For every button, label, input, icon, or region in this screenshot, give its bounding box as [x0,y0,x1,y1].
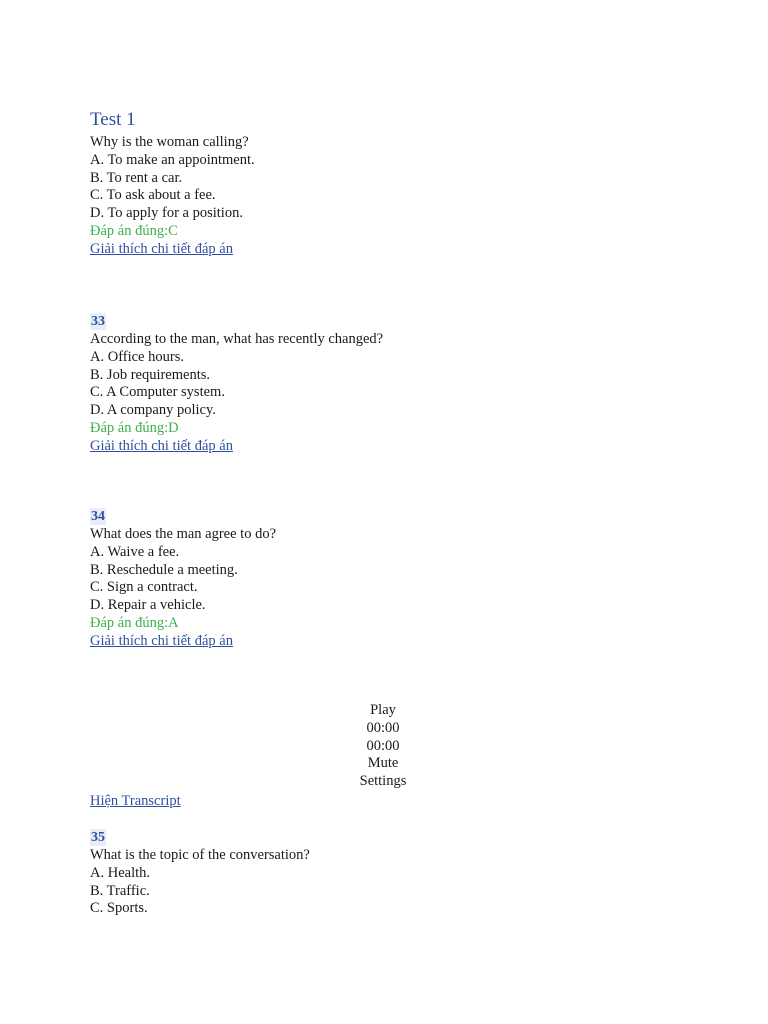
audio-player [268,702,498,791]
explanation-link[interactable]: Giải thích chi tiết đáp án [90,437,233,454]
mute-button[interactable]: Mute [367,755,399,772]
option-c: C. A Computer system. [90,384,225,401]
option-a: A. To make an appointment. [90,151,255,168]
transcript-link[interactable]: Hiện Transcript [90,793,181,809]
page-title: Test 1 [90,109,136,130]
question-number: 35 [91,830,105,845]
option-d: D. To apply for a position. [90,205,243,222]
question-text: Why is the woman calling? [90,134,249,150]
current-time: 00:00 [366,719,400,736]
correct-answer: Đáp án đúng:D [90,419,179,436]
option-b: B. Traffic. [90,882,150,899]
transcript-row [90,793,181,811]
option-b: B. To rent a car. [90,169,183,186]
option-a: A. Office hours. [90,348,184,365]
option-a: A. Health. [90,864,150,881]
question-text: What does the man agree to do? [90,526,277,542]
question-text: What is the topic of the conversation? [90,847,310,863]
question-number: 33 [91,314,105,329]
option-d: D. Repair a vehicle. [90,597,206,614]
explanation-link[interactable]: Giải thích chi tiết đáp án [90,632,233,649]
option-a: A. Waive a fee. [90,543,180,560]
duration: 00:00 [366,737,400,754]
correct-answer: Đáp án đúng:A [90,614,179,631]
explanation-link[interactable]: Giải thích chi tiết đáp án [90,240,233,257]
question-block [90,312,383,456]
settings-button[interactable]: Settings [359,773,407,790]
option-c: C. Sign a contract. [90,579,198,596]
question-block [90,134,255,259]
option-c: C. To ask about a fee. [90,187,216,204]
question-block [90,828,310,918]
question-block [90,507,276,651]
play-button[interactable]: Play [370,702,396,718]
question-number: 34 [91,509,105,524]
option-b: B. Job requirements. [90,366,211,383]
option-c: C. Sports. [90,900,148,917]
correct-answer: Đáp án đúng:C [90,222,178,239]
question-text: According to the man, what has recently changed? [90,331,384,347]
option-b: B. Reschedule a meeting. [90,561,238,578]
option-d: D. A company policy. [90,402,216,419]
